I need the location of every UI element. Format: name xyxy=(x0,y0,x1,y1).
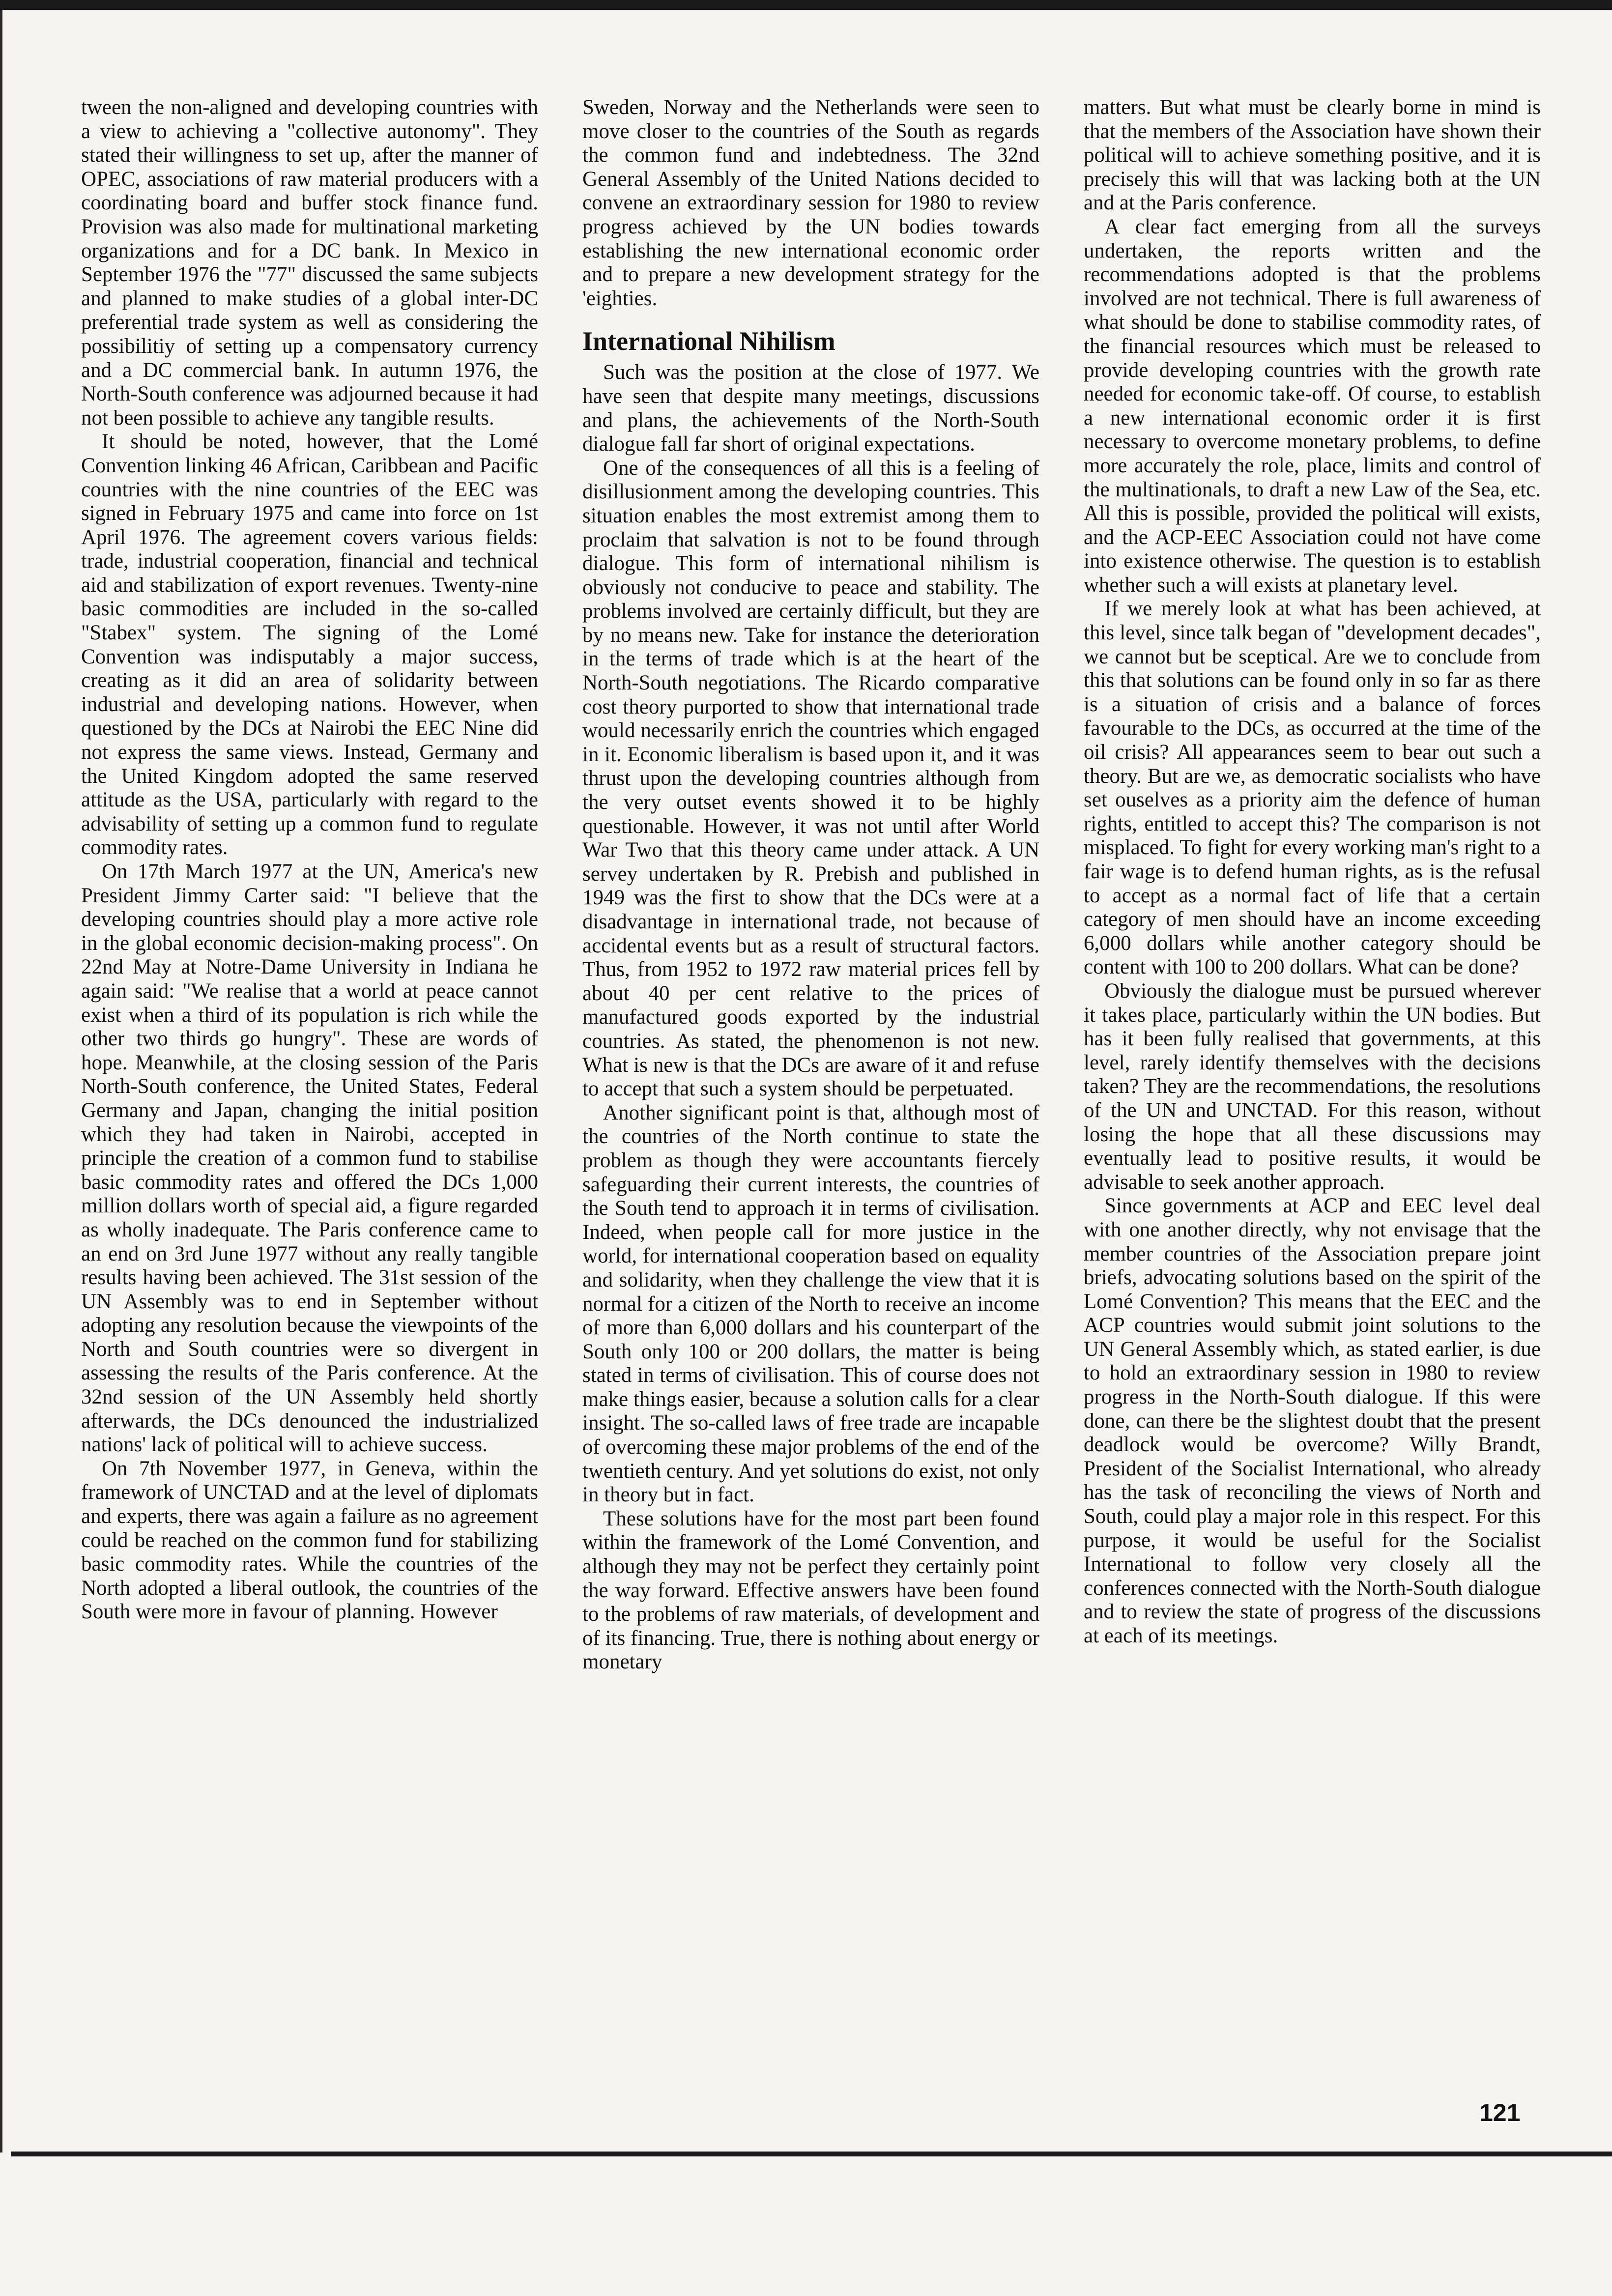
paragraph: One of the consequences of all this is a feeling of disillusionment among the developing countries. This situation enables the most extremist among them to proclaim that salvation is not to be found through dialogue. This form of international nihilism is obviously not conducive to peace and stability. The problems involved are certainly difficult, but they are by no means new. Take for instance the deterioration in the terms of trade which is at the heart of the North-South negotiations. The Ricardo comparative cost theory purported to show that international trade would necessarily enrich the countries which engaged in it. Economic liberalism is based upon it, and it was thrust upon the developing countries although from the very outset events showed it to be highly questionable. However, it was not until after World War Two that this theory came under attack. A UN servey undertaken by R. Prebish and published in 1949 was the first to show that the DCs were at a disadvantage in international trade, not because of accidental events but as a result of structural factors. Thus, from 1952 to 1972 raw material prices fell by about 40 per cent relative to the prices of manufactured goods exported by the industrial countries. As stated, the phenomenon is not new. What is new is that the DCs are aware of it and refuse to accept that such a system should be perpetuated. xyxy=(582,456,1039,1101)
paragraph: tween the non-aligned and developing countries with a view to achieving a "collective autonomy". They stated their willingness to set up, after the manner of OPEC, associations of raw material producers with a coordinating board and buffer stock finance fund. Provision was also made for multinational marketing organizations and for a DC bank. In Mexico in September 1976 the "77" discussed the same subjects and planned to make studies of a global inter-DC preferential trade system as well as considering the possibilitiy of setting up a compensatory currency and a DC commercial bank. In autumn 1976, the North-South conference was adjourned because it had not been possible to achieve any tangible results. xyxy=(81,96,538,430)
column-1 xyxy=(81,96,538,1624)
paragraph: These solutions have for the most part been found within the framework of the Lomé Convention, and although they may not be perfect they certainly point the way forward. Effective answers have been found to the problems of raw materials, of development and of its financing. True, there is nothing about energy or monetary xyxy=(582,1507,1039,1674)
column-2 xyxy=(582,96,1039,1674)
section-heading: International Nihilism xyxy=(582,326,835,356)
paragraph: If we merely look at what has been achieved, at this level, since talk began of "development decades", we cannot but be sceptical. Are we to conclude from this that solutions can be found only in so far as there is a situation of crisis and a balance of forces favourable to the DCs, as occurred at the time of the oil crisis? All appearances seem to bear out such a theory. But are we, as democratic socialists who have set ouselves as a priority aim the defence of human rights, entitled to accept this? The comparison is not misplaced. To fight for every working man's right to a fair wage is to defend human rights, as is the refusal to accept as a normal fact of life that a certain category of men should have an income exceeding 6,000 dollars while another category should be content with 100 to 200 dollars. What can be done? xyxy=(1084,597,1541,979)
left-margin-rule xyxy=(0,10,2,2152)
page-number: 121 xyxy=(1479,2099,1521,2126)
paragraph: It should be noted, however, that the Lomé Convention linking 46 African, Caribbean and Pacific countries with the nine countries of the EEC was signed in February 1975 and came into force on 1st April 1976. The agreement covers various fields: trade, industrial cooperation, financial and technical aid and stabilization of export revenues. Twenty-nine basic commodities are included in the so-called "Stabex" system. The signing of the Lomé Convention was indisputably a major success, creating as it did an area of solidarity between industrial and developing nations. However, when questioned by the DCs at Nairobi the EEC Nine did not express the same views. Instead, Germany and the United Kingdom adopted the same reserved attitude as the USA, particularly with regard to the advisability of setting up a common fund to regulate commodity rates. xyxy=(81,430,538,860)
paragraph: Another significant point is that, although most of the countries of the North continue to state the problem as though they were accountants fiercely safeguarding their current interests, the countries of the South tend to approach it in terms of civilisation. Indeed, when people call for more justice in the world, for international cooperation based on equality and solidarity, when they challenge the view that it is normal for a citizen of the North to receive an income of more than 6,000 dollars and his counterpart of the South only 100 or 200 dollars, the matter is being stated in terms of civilisation. This of course does not make things easier, because a solution calls for a clear insight. The so-called laws of free trade are incapable of overcoming these major problems of the end of the twentieth century. And yet solutions do exist, not only in theory but in fact. xyxy=(582,1101,1039,1507)
paragraph: On 7th November 1977, in Geneva, within the framework of UNCTAD and at the level of diplomats and experts, there was again a failure as no agreement could be reached on the common fund for stabilizing basic commodity rates. While the countries of the North adopted a liberal outlook, the countries of the South were more in favour of planning. However xyxy=(81,1457,538,1624)
top-rule xyxy=(0,0,1612,10)
paragraph: matters. But what must be clearly borne in mind is that the members of the Association have shown their political will to achieve something positive, and it is precisely this will that was lacking both at the UN and at the Paris conference. xyxy=(1084,96,1541,215)
bottom-rule xyxy=(11,2152,1612,2156)
paragraph: Since governments at ACP and EEC level deal with one another directly, why not envisage that the member countries of the Association prepare joint briefs, advocating solutions based on the spirit of the Lomé Convention? This means that the EEC and the ACP countries would submit joint solutions to the UN General Assembly which, as stated earlier, is due to hold an extraordinary session in 1980 to review progress in the North-South dialogue. If this were done, can there be the slightest doubt that the present deadlock would be overcome? Willy Brandt, President of the Socialist International, who already has the task of reconciling the views of North and South, could play a major role in this respect. For this purpose, it would be useful for the Socialist International to follow very closely all the conferences connected with the North-South dialogue and to review the state of progress of the discussions at each of its meetings. xyxy=(1084,1194,1541,1647)
paragraph: Such was the position at the close of 1977. We have seen that despite many meetings, discussions and plans, the achievements of the North-South dialogue fall far short of original expectations. xyxy=(582,361,1039,456)
paragraph: On 17th March 1977 at the UN, America's new President Jimmy Carter said: "I believe that the developing countries should play a more active role in the global economic decision-making process". On 22nd May at Notre-Dame University in Indiana he again said: "We realise that a world at peace cannot exist when a third of its population is rich while the other two thirds go hungry". These are words of hope. Meanwhile, at the closing session of the Paris North-South conference, the United States, Federal Germany and Japan, changing the initial position which they had taken in Nairobi, accepted in principle the creation of a common fund to stabilise basic commodity rates and offered the DCs 1,000 million dollars worth of special aid, a figure regarded as wholly inadequate. The Paris conference came to an end on 3rd June 1977 without any really tangible results having been achieved. The 31st session of the UN Assembly was to end in September without adopting any resolution because the viewpoints of the North and South countries were so divergent in assessing the results of the Paris conference. At the 32nd session of the UN Assembly held shortly afterwards, the DCs denounced the industrialized nations' lack of political will to achieve success. xyxy=(81,860,538,1457)
paragraph: Obviously the dialogue must be pursued wherever it takes place, particularly within the UN bodies. But has it been fully realised that governments, at this level, rarely identify themselves with the decisions taken? They are the recommendations, the resolutions of the UN and UNCTAD. For this reason, without losing the hope that all these discussions may eventually lead to positive results, it would be advisable to seek another approach. xyxy=(1084,979,1541,1194)
column-3 xyxy=(1084,96,1541,1648)
paragraph: Sweden, Norway and the Netherlands were seen to move closer to the countries of the South as regards the common fund and indebtedness. The 32nd General Assembly of the United Nations decided to convene an extraordinary session for 1980 to review progress achieved by the UN bodies towards establishing the new international economic order and to prepare a new development strategy for the 'eighties. xyxy=(582,96,1039,310)
paragraph: A clear fact emerging from all the surveys undertaken, the reports written and the recommendations adopted is that the problems involved are not technical. There is full awareness of what should be done to stabilise commodity rates, of the financial resources which must be released to provide developing countries with the growth rate needed for economic take-off. Of course, to establish a new international economic order it is first necessary to overcome monetary problems, to define more accurately the role, place, limits and control of the multinationals, to draft a new Law of the Sea, etc. All this is possible, provided the political will exists, and the ACP-EEC Association could not have come into existence otherwise. The question is to establish whether such a will exists at planetary level. xyxy=(1084,215,1541,597)
